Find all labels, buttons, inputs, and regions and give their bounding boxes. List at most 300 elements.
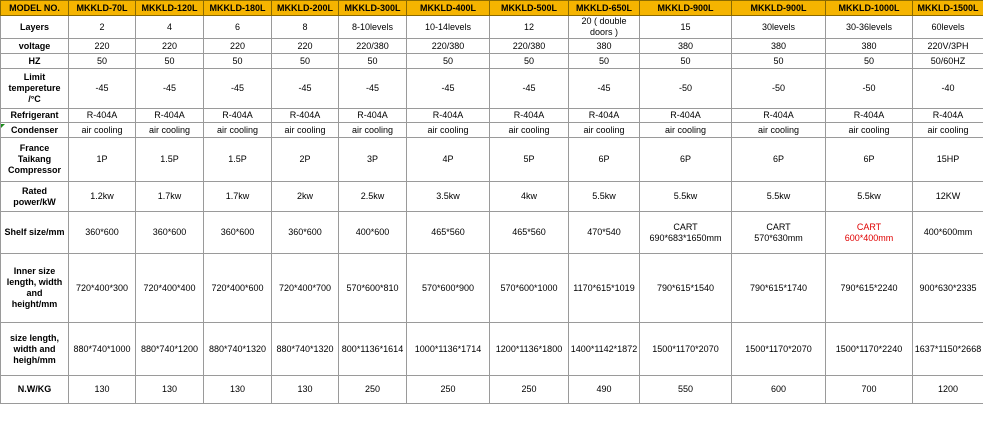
- cell-text-line: R-404A: [513, 110, 545, 120]
- table-cell: [490, 109, 569, 123]
- table-cell: [640, 109, 732, 123]
- cell-text-line: 220: [229, 40, 246, 51]
- table-cell: [640, 69, 732, 109]
- table-cell: [913, 109, 983, 123]
- cell-text-line: air cooling: [848, 124, 890, 135]
- table-cell: [826, 182, 913, 212]
- cell-text-line: 220/380: [431, 40, 465, 51]
- table-cell: [272, 109, 339, 123]
- cell-text-line: 470*540: [587, 227, 621, 237]
- cell-text-line: 220: [161, 40, 178, 51]
- cell-text-line: 600*400mm: [844, 232, 894, 243]
- table-cell: [407, 182, 490, 212]
- cell-text-line: 10-14levels: [424, 21, 472, 32]
- table-cell: [136, 39, 204, 54]
- table-cell: [136, 109, 204, 123]
- table-cell: [569, 109, 640, 123]
- cell-text-line: 1.7kw: [157, 191, 182, 201]
- cell-text-line: 2.5kw: [360, 191, 385, 201]
- cell-text-line: 1P: [96, 154, 108, 164]
- cell-text-line: 5P: [523, 154, 535, 164]
- cell-text-line: 220/380: [512, 40, 546, 51]
- table-cell: [339, 54, 407, 69]
- table-cell: [732, 39, 826, 54]
- table-cell: [69, 109, 136, 123]
- cell-text-line: 6: [234, 21, 240, 32]
- cell-text-line: 130: [161, 384, 178, 394]
- table-cell: [69, 212, 136, 254]
- cell-text-line: 720*400*400: [143, 282, 196, 293]
- cell-text-line: 800*1136*1614: [341, 343, 404, 354]
- table-cell: [339, 123, 407, 138]
- cell-text-line: 380: [596, 40, 612, 51]
- table-cell: [490, 39, 569, 54]
- table-cell: [339, 323, 407, 376]
- cell-text-line: 30-36levels: [845, 21, 893, 32]
- cell-text-line: 2P: [299, 154, 311, 164]
- cell-text-line: Limit: [23, 72, 46, 82]
- cell-text-line: -45: [95, 83, 109, 93]
- cell-text-line: 720*400*700: [278, 282, 332, 293]
- cell-text-line: 50: [863, 55, 874, 66]
- cell-text-line: R-404A: [853, 110, 885, 120]
- cell-text-line: -50: [771, 83, 785, 93]
- table-cell: [732, 182, 826, 212]
- cell-text-line: 50: [442, 55, 453, 66]
- cell-text-line: 8: [302, 21, 308, 32]
- table-cell: [204, 69, 272, 109]
- cell-text-line: air cooling: [427, 124, 469, 135]
- cell-text-line: Shelf size/mm: [4, 227, 65, 237]
- table-cell: [407, 16, 490, 39]
- table-cell: [913, 123, 983, 138]
- table-cell: [569, 39, 640, 54]
- cell-text-line: 900*630*2335: [919, 282, 977, 293]
- table-cell: [913, 376, 983, 404]
- cell-text-line: and: [26, 288, 43, 298]
- table-cell: [69, 182, 136, 212]
- table-cell: [407, 123, 490, 138]
- header-model-name: MKKLD-650L: [569, 1, 640, 16]
- table-cell: [339, 39, 407, 54]
- cell-text-line: 5.5kw: [857, 191, 881, 201]
- cell-text-line: 1.2kw: [90, 191, 114, 201]
- cell-text-line: power/kW: [13, 196, 56, 207]
- table-row: [1, 138, 983, 182]
- table-cell: [272, 182, 339, 212]
- cell-text-line: 465*560: [512, 227, 546, 237]
- table-cell: [732, 123, 826, 138]
- header-model-name: MKKLD-1500L: [913, 1, 983, 16]
- table-cell: [732, 376, 826, 404]
- table-cell: [204, 376, 272, 404]
- row-label: [1, 212, 69, 254]
- cell-text-line: 400*600mm: [923, 227, 973, 237]
- table-row: [1, 212, 983, 254]
- cell-text-line: 465*560: [431, 227, 465, 237]
- table-cell: [204, 254, 272, 323]
- cell-text-line: 50: [164, 55, 175, 66]
- cell-text-line: 50: [523, 55, 534, 66]
- table-row: [1, 254, 983, 323]
- cell-text-line: 50/60HZ: [930, 55, 966, 66]
- cell-text-line: 380: [677, 40, 694, 51]
- cell-text-line: 1170*615*1019: [573, 282, 635, 293]
- cell-text-line: /°C: [28, 94, 41, 104]
- cell-text-line: 490: [596, 384, 612, 394]
- table-row: [1, 109, 983, 123]
- header-model-name: MKKLD-300L: [339, 1, 407, 16]
- cell-text-line: R-404A: [432, 110, 464, 120]
- cell-text-line: 5.5kw: [673, 191, 698, 201]
- table-cell: [204, 212, 272, 254]
- cell-text-line: tempereture: [8, 83, 61, 93]
- table-cell: [569, 123, 640, 138]
- cell-text-line: 1200: [937, 384, 959, 394]
- cell-text-line: doors ): [589, 27, 618, 37]
- table-cell: [826, 69, 913, 109]
- cell-text-line: 380: [770, 40, 787, 51]
- table-cell: [339, 109, 407, 123]
- cell-text-line: 130: [229, 384, 246, 394]
- cell-text-line: 50: [367, 55, 378, 66]
- table-row: [1, 16, 983, 39]
- table-cell: [569, 323, 640, 376]
- table-cell: [913, 138, 983, 182]
- table-cell: [69, 123, 136, 138]
- table-cell: [407, 376, 490, 404]
- row-label: [1, 323, 69, 376]
- cell-text-line: 6P: [679, 154, 691, 164]
- cell-text-line: 5.5kw: [766, 191, 791, 201]
- table-cell: [339, 182, 407, 212]
- header-model-name: MKKLD-900L: [640, 1, 732, 16]
- cell-text-line: 790*615*2240: [840, 282, 898, 293]
- cell-text-line: 6P: [772, 154, 784, 164]
- cell-text-line: height/mm: [11, 299, 58, 309]
- table-cell: [913, 323, 983, 376]
- cell-text-line: 50: [96, 55, 107, 66]
- cell-text-line: -45: [441, 83, 455, 93]
- cell-text-line: 1637*1150*2668: [914, 343, 982, 354]
- cell-text-line: air cooling: [583, 124, 625, 135]
- cell-text-line: air cooling: [927, 124, 969, 135]
- cell-text-line: 790*615*1540: [656, 282, 715, 293]
- table-cell: [640, 16, 732, 39]
- header-model-name: MKKLD-120L: [136, 1, 204, 16]
- cell-text-line: 12KW: [935, 191, 961, 201]
- table-cell: [136, 323, 204, 376]
- cell-text-line: 220: [297, 40, 313, 51]
- cell-text-line: Layers: [19, 21, 50, 32]
- cell-text-line: 5.5kw: [592, 191, 616, 201]
- table-row: [1, 123, 983, 138]
- table-cell: [407, 254, 490, 323]
- table-cell: [826, 376, 913, 404]
- table-cell: [640, 376, 732, 404]
- table-cell: [69, 254, 136, 323]
- header-row: [1, 1, 983, 16]
- cell-text-line: 3.5kw: [436, 191, 460, 201]
- cell-text-line: heigh/mm: [13, 354, 56, 365]
- table-cell: [490, 212, 569, 254]
- table-cell: [136, 69, 204, 109]
- cell-text-line: -45: [365, 83, 379, 93]
- cell-text-line: air cooling: [508, 124, 550, 135]
- table-cell: [640, 254, 732, 323]
- table-cell: [69, 16, 136, 39]
- table-cell: [204, 16, 272, 39]
- cell-text-line: 600: [770, 384, 787, 394]
- cell-text-line: 250: [364, 384, 381, 394]
- table-cell: [640, 39, 732, 54]
- table-cell: [204, 109, 272, 123]
- cell-text-line: 880*740*1320: [208, 343, 267, 354]
- table-cell: [490, 254, 569, 323]
- cell-text-line: R-404A: [289, 110, 321, 120]
- cell-text-line: 4: [166, 21, 172, 32]
- cell-text-line: 360*600: [152, 227, 187, 237]
- table-cell: [569, 254, 640, 323]
- cell-text-line: 1000*1136*1714: [414, 343, 482, 354]
- row-label: [1, 182, 69, 212]
- cell-text-line: 130: [297, 384, 313, 394]
- table-cell: [136, 182, 204, 212]
- cell-text-line: air cooling: [284, 124, 326, 135]
- cell-text-line: 880*740*1200: [140, 343, 199, 354]
- table-cell: [272, 54, 339, 69]
- cell-text-line: 570*600*900: [421, 282, 475, 293]
- cell-text-line: R-404A: [222, 110, 253, 120]
- cell-text-line: 550: [677, 384, 694, 394]
- table-cell: [136, 138, 204, 182]
- table-cell: [569, 376, 640, 404]
- table-cell: [490, 69, 569, 109]
- table-cell: [640, 138, 732, 182]
- table-cell: [732, 16, 826, 39]
- table-cell: [913, 212, 983, 254]
- table-cell: [204, 39, 272, 54]
- row-label: [1, 376, 69, 404]
- cell-text-line: R-404A: [154, 110, 185, 120]
- cell-text-line: -45: [522, 83, 536, 93]
- cell-text-line: 570*600*1000: [500, 282, 558, 293]
- cell-text-line: 360*600: [85, 227, 119, 237]
- table-cell: [826, 16, 913, 39]
- cell-text-line: R-404A: [670, 110, 701, 120]
- cell-text-line: -40: [941, 83, 955, 93]
- row-label: [1, 109, 69, 123]
- cell-text-line: 130: [94, 384, 110, 394]
- table-cell: [913, 69, 983, 109]
- table-cell: [640, 123, 732, 138]
- cell-text-line: CART: [856, 221, 882, 232]
- cell-text-line: 880*740*1000: [73, 343, 131, 354]
- table-cell: [272, 69, 339, 109]
- table-cell: [732, 254, 826, 323]
- table-cell: [339, 69, 407, 109]
- cell-text-line: 20 ( double: [581, 16, 627, 26]
- table-cell: [732, 69, 826, 109]
- table-cell: [69, 376, 136, 404]
- cell-text-line: -45: [597, 83, 611, 93]
- cell-text-line: R-404A: [357, 110, 388, 120]
- table-cell: [826, 54, 913, 69]
- table-cell: [407, 39, 490, 54]
- table-cell: [490, 54, 569, 69]
- cell-text-line: N.W/KG: [17, 384, 52, 394]
- table-cell: [272, 138, 339, 182]
- cell-text-line: 360*600: [288, 227, 322, 237]
- cell-text-line: 1500*1170*2240: [835, 343, 903, 354]
- cell-text-line: -45: [230, 83, 244, 93]
- table-cell: [490, 16, 569, 39]
- table-cell: [339, 212, 407, 254]
- table-cell: [69, 54, 136, 69]
- cell-text-line: 50: [232, 55, 243, 66]
- table-row: [1, 182, 983, 212]
- row-label: [1, 254, 69, 323]
- table-cell: [136, 212, 204, 254]
- table-cell: [339, 16, 407, 39]
- row-label: [1, 123, 69, 138]
- cell-text-line: -50: [862, 83, 876, 93]
- cell-text-line: 50: [598, 55, 609, 66]
- cell-text-line: 50: [299, 55, 310, 66]
- table-cell: [640, 182, 732, 212]
- table-cell: [490, 376, 569, 404]
- cell-text-line: 250: [521, 384, 537, 394]
- table-cell: [732, 109, 826, 123]
- table-body: [1, 16, 983, 404]
- header-model-label: MODEL NO.: [1, 1, 69, 16]
- table-cell: [826, 123, 913, 138]
- table-cell: [272, 376, 339, 404]
- cell-text-line: 4P: [442, 154, 454, 164]
- cell-text-line: 2kw: [296, 191, 313, 201]
- table-cell: [826, 323, 913, 376]
- cell-text-line: 720*400*300: [75, 282, 129, 293]
- table-row: [1, 376, 983, 404]
- row-label: [1, 69, 69, 109]
- table-cell: [407, 109, 490, 123]
- table-cell: [732, 138, 826, 182]
- cell-text-line: 1.5P: [160, 154, 179, 164]
- table-cell: [407, 69, 490, 109]
- table-cell: [490, 323, 569, 376]
- table-cell: [732, 54, 826, 69]
- cell-text-line: Compressor: [7, 165, 61, 175]
- cell-text-line: R-404A: [588, 110, 620, 120]
- table-cell: [490, 123, 569, 138]
- cell-text-line: 1400*1142*1872: [570, 343, 638, 354]
- cell-text-line: 570*600*810: [346, 282, 399, 293]
- cell-text-line: 1200*1136*1800: [495, 343, 563, 354]
- cell-text-line: 30levels: [761, 21, 796, 32]
- cell-text-line: air cooling: [757, 124, 800, 135]
- cell-text-line: CART: [766, 221, 791, 232]
- cell-text-line: 60levels: [931, 21, 965, 32]
- cell-text-line: 790*615*1740: [749, 282, 808, 293]
- table-cell: [69, 69, 136, 109]
- table-cell: [826, 254, 913, 323]
- table-cell: [204, 182, 272, 212]
- cell-text-line: 8-10levels: [351, 21, 394, 32]
- table-cell: [272, 16, 339, 39]
- cell-text-line: air cooling: [351, 124, 394, 135]
- cell-text-line: length, width: [6, 277, 63, 287]
- cell-text-line: 1500*1170*2070: [745, 343, 812, 354]
- cell-text-line: -45: [162, 83, 176, 93]
- cell-text-line: 360*600: [220, 227, 255, 237]
- table-row: [1, 323, 983, 376]
- table-cell: [204, 323, 272, 376]
- table-cell: [69, 323, 136, 376]
- cell-text-line: 220: [94, 40, 110, 51]
- cell-text-line: Refrigerant: [10, 110, 59, 120]
- cell-text-line: 6P: [598, 154, 610, 164]
- cell-text-line: 880*740*1320: [276, 343, 334, 354]
- cell-text-line: 3P: [366, 154, 378, 164]
- table-cell: [272, 39, 339, 54]
- table-cell: [569, 212, 640, 254]
- table-cell: [826, 109, 913, 123]
- cell-text-line: 15HP: [936, 154, 960, 164]
- cell-text-line: 720*400*600: [211, 282, 264, 293]
- cell-text-line: R-404A: [932, 110, 964, 120]
- cell-text-line: R-404A: [86, 110, 118, 120]
- table-row: [1, 69, 983, 109]
- table-cell: [826, 138, 913, 182]
- cell-text-line: 400*600: [355, 227, 390, 237]
- table-cell: [407, 212, 490, 254]
- table-cell: [204, 54, 272, 69]
- cell-text-line: 380: [861, 40, 877, 51]
- cell-text-line: air cooling: [216, 124, 259, 135]
- table-cell: [569, 16, 640, 39]
- table-cell: [569, 54, 640, 69]
- cell-text-line: -50: [678, 83, 692, 93]
- row-label: [1, 138, 69, 182]
- cell-text-line: 4kw: [520, 191, 537, 201]
- table-cell: [339, 138, 407, 182]
- table-cell: [407, 138, 490, 182]
- cell-text-line: Condenser: [10, 124, 58, 135]
- cell-text-line: 50: [680, 55, 691, 66]
- table-cell: [640, 54, 732, 69]
- cell-text-line: 2: [99, 21, 105, 32]
- row-label: [1, 54, 69, 69]
- table-cell: [826, 39, 913, 54]
- cell-text-line: Inner size: [13, 266, 56, 276]
- table-cell: [913, 54, 983, 69]
- table-cell: [204, 138, 272, 182]
- header-model-name: MKKLD-70L: [69, 1, 136, 16]
- table-cell: [732, 212, 826, 254]
- header-model-name: MKKLD-400L: [407, 1, 490, 16]
- table-cell: [272, 254, 339, 323]
- cell-text-line: 1.7kw: [225, 191, 250, 201]
- table-cell: [136, 16, 204, 39]
- cell-text-line: 700: [861, 384, 877, 394]
- cell-text-line: Taikang: [17, 154, 52, 164]
- table-row: [1, 54, 983, 69]
- cell-text-line: air cooling: [148, 124, 191, 135]
- table-cell: [569, 69, 640, 109]
- header-model-name: MKKLD-180L: [204, 1, 272, 16]
- table-cell: [136, 123, 204, 138]
- cell-text-line: 1500*1170*2070: [652, 343, 719, 354]
